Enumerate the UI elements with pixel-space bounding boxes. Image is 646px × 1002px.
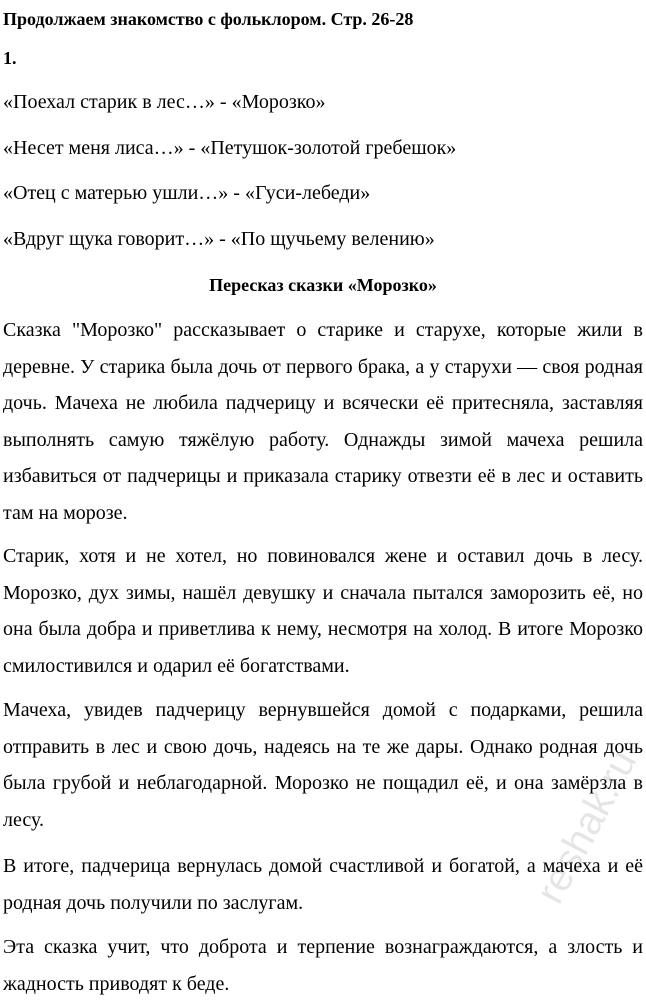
match-line-1: «Поехал старик в лес…» - «Морозко» [3, 91, 326, 113]
paragraph-5: Эта сказка учит, что доброта и терпение вознаграждаются, а злость и жадность приводят к беде. [3, 936, 643, 995]
task-number: 1. [3, 48, 17, 68]
paragraph-2: Старик, хотя и не хотел, но повиновался жене и оставил дочь в лесу. Морозко, дух зимы, нашёл девушку и сначала пытался заморозить её, но она была добра и приветлива к нему, несмотря на холод. В итоге Морозко смилостивился и одарил её богатствами. [3, 545, 643, 677]
match-line-2: «Несет меня лиса…» - «Петушок-золотой гребешок» [3, 137, 457, 159]
watermark-logo: reshak.ru [528, 742, 646, 911]
retelling-title: Пересказ сказки «Морозко» [209, 275, 437, 295]
paragraph-1: Сказка "Морозко" рассказывает о старике и старухе, которые жили в деревне. У старика была дочь от первого брака, а у старухи — своя родная дочь. Мачеха не любила падчерицу и всячески её притесняла, заставляя выполнять самую тяжёлую работу. Однажды зимой мачеха решила избавиться от падчерицы и приказала старику отвезти её в лес и оставить там на морозе. [3, 319, 643, 524]
page-heading: Продолжаем знакомство с фольклором. Стр. 26-28 [3, 9, 414, 29]
match-line-4: «Вдруг щука говорит…» - «По щучьему велению» [3, 228, 435, 250]
match-line-3: «Отец с матерью ушли…» - «Гуси-лебеди» [3, 182, 371, 204]
paragraph-4: В итоге, падчерица вернулась домой счастливой и богатой, а мачеха и её родная дочь получили по заслугам. [3, 855, 643, 914]
paragraph-3: Мачеха, увидев падчерицу вернувшейся домой с подарками, решила отправить в лес и свою дочь, надеясь на те же дары. Однако родная дочь была грубой и неблагодарной. Морозко не пощадил её, и она замёрзла в лесу. [3, 699, 643, 831]
